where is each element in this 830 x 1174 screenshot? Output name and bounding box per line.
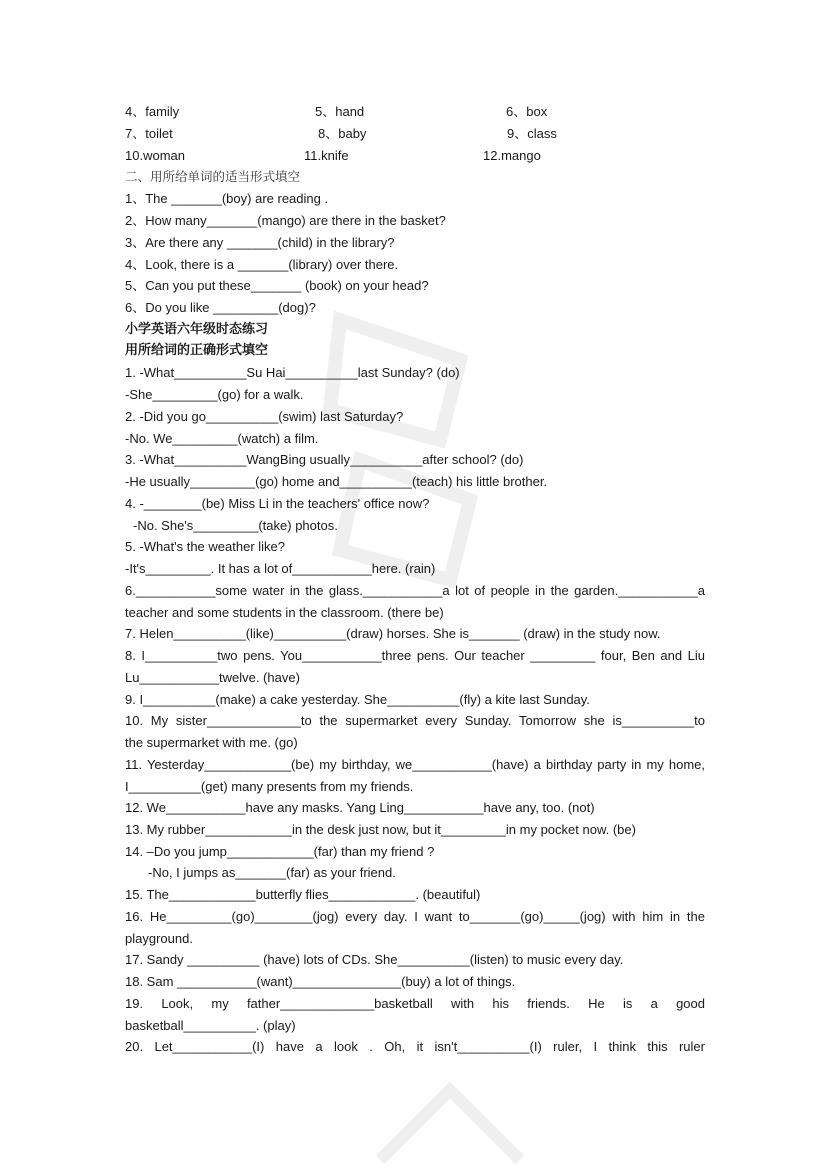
- exercise-line: 18. Sam ___________(want)_______________(buy) a lot of things.: [125, 974, 516, 989]
- exercise-line: 1、The _______(boy) are reading .: [125, 191, 329, 206]
- exercise-line: 2、How many_______(mango) are there in the basket?: [125, 213, 446, 228]
- exercise-line: 4. -________(be) Miss Li in the teachers' office now?: [125, 496, 430, 511]
- vocab-item: 8、baby: [318, 126, 367, 141]
- exercise-line: teacher and some students in the classroom. (there be): [125, 605, 444, 620]
- exercise-line: I__________(get) many presents from my friends.: [125, 779, 414, 794]
- section-heading: 二、用所给单词的适当形式填空: [125, 169, 301, 184]
- exercise-line: 15. The____________butterfly flies____________. (beautiful): [125, 887, 481, 902]
- exercise-line: 16. He_________(go)________(jog) every day. I want to_______(go)_____(jog) with him in the: [125, 909, 705, 924]
- watermark-logo-icon-bottom: [360, 1080, 540, 1170]
- exercise-line: 8. I__________two pens. You___________three pens. Our teacher _________ four, Ben and Liu: [125, 648, 705, 663]
- vocab-item: 12.mango: [483, 148, 541, 163]
- exercise-line: -It's_________. It has a lot of___________here. (rain): [125, 561, 436, 576]
- exercise-line: 3. -What__________WangBing usually__________after school? (do): [125, 452, 524, 467]
- exercise-line: 4、Look, there is a _______(library) over there.: [125, 257, 399, 272]
- exercise-line: 1. -What__________Su Hai__________last Sunday? (do): [125, 365, 460, 380]
- exercise-line: -No, I jumps as_______(far) as your friend.: [148, 865, 396, 880]
- vocab-item: 10.woman: [125, 148, 185, 163]
- exercise-line: 6.___________some water in the glass.___________a lot of people in the garden.___________a: [125, 583, 705, 598]
- exercise-line: 19. Look, my father_____________basketball with his friends. He is a good: [125, 996, 705, 1011]
- exercise-line: 12. We___________have any masks. Yang Ling___________have any, too. (not): [125, 800, 595, 815]
- exercise-line: 10. My sister_____________to the supermarket every Sunday. Tomorrow she is__________to: [125, 713, 705, 728]
- exercise-line: 20. Let___________(I) have a look . Oh, it isn't__________(I) ruler, I think this ruler: [125, 1039, 705, 1054]
- exercise-line: 5. -What's the weather like?: [125, 539, 285, 554]
- exercise-line: -She_________(go) for a walk.: [125, 387, 304, 402]
- exercise-line: -He usually_________(go) home and__________(teach) his little brother.: [125, 474, 548, 489]
- exercise-line: Lu___________twelve. (have): [125, 670, 300, 685]
- exercise-line: 9. I__________(make) a cake yesterday. She__________(fly) a kite last Sunday.: [125, 692, 590, 707]
- practice-title: 小学英语六年级时态练习: [125, 322, 269, 337]
- vocab-item: 4、family: [125, 104, 180, 119]
- exercise-line: 7. Helen__________(like)__________(draw) horses. She is_______ (draw) in the study now.: [125, 626, 661, 641]
- vocab-item: 6、box: [506, 104, 548, 119]
- exercise-line: 14. –Do you jump____________(far) than my friend ?: [125, 844, 435, 859]
- exercise-line: 6、Do you like _________(dog)?: [125, 300, 316, 315]
- practice-subtitle: 用所给词的正确形式填空: [125, 343, 269, 358]
- vocab-item: 11.knife: [304, 148, 349, 163]
- exercise-line: basketball__________. (play): [125, 1018, 296, 1033]
- exercise-line: the supermarket with me. (go): [125, 735, 298, 750]
- exercise-line: 3、Are there any _______(child) in the library?: [125, 235, 395, 250]
- exercise-line: playground.: [125, 931, 193, 946]
- exercise-line: -No. We_________(watch) a film.: [125, 431, 319, 446]
- vocab-item: 9、class: [507, 126, 557, 141]
- exercise-line: 13. My rubber____________in the desk just now, but it_________in my pocket now. (be): [125, 822, 636, 837]
- exercise-line: -No. She's_________(take) photos.: [133, 518, 338, 533]
- exercise-line: 17. Sandy __________ (have) lots of CDs. She__________(listen) to music every day.: [125, 952, 624, 967]
- exercise-line: 2. -Did you go__________(swim) last Saturday?: [125, 409, 404, 424]
- exercise-line: 11. Yesterday____________(be) my birthday, we___________(have) a birthday party in my home,: [125, 757, 705, 772]
- exercise-line: 5、Can you put these_______ (book) on your head?: [125, 278, 429, 293]
- vocab-item: 5、hand: [315, 104, 365, 119]
- vocab-item: 7、toilet: [125, 126, 173, 141]
